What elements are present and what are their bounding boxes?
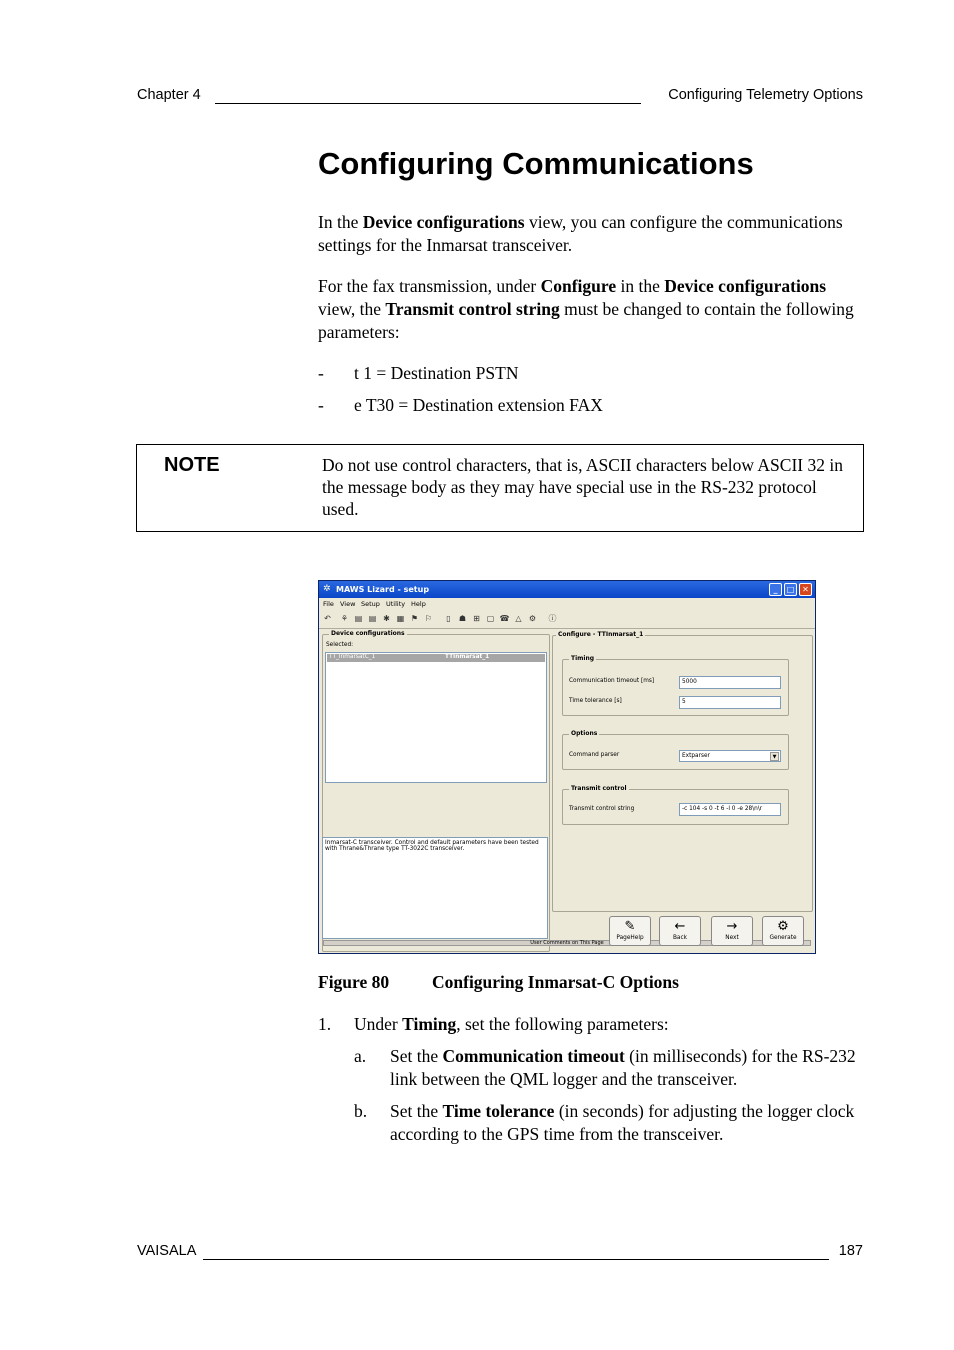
alarm-icon[interactable]: △ <box>515 614 522 623</box>
window-titlebar <box>319 581 815 598</box>
phone-icon[interactable]: ☎ <box>499 614 510 623</box>
menu-view[interactable]: View <box>340 600 356 608</box>
intro-paragraph: In the Device configurations view, you can configure the communications settings for the Inmarsat transceiver. <box>318 212 843 255</box>
note-box <box>136 444 864 532</box>
menu-bar <box>319 598 815 609</box>
close-button[interactable]: ✕ <box>799 583 812 596</box>
gear-icon: ⚙ <box>777 919 789 934</box>
document-icon[interactable]: ▢ <box>486 614 495 623</box>
arrow-left-icon: ← <box>674 919 686 934</box>
device-list[interactable] <box>325 652 547 783</box>
maws-lizard-window <box>318 580 816 954</box>
comm-timeout-label: Communication timeout [ms] <box>569 678 655 684</box>
page-number: 187 <box>838 1243 863 1259</box>
menu-setup[interactable]: Setup <box>361 600 380 608</box>
fax-paragraph: For the fax transmission, under Configure in the Device configurations view, the Transmit control string must be changed to contain the following parameters: <box>318 276 854 342</box>
minimize-button[interactable]: _ <box>769 583 782 596</box>
battery-icon[interactable]: ▯ <box>446 614 451 623</box>
next-button[interactable]: → Next <box>711 916 753 946</box>
generate-button[interactable]: ⚙ Generate <box>762 916 804 946</box>
note-text: Do not use control characters, that is, ASCII characters below ASCII 32 in the message body as they may have special use in the RS-232 protocol used. <box>322 455 843 519</box>
dec2-icon[interactable]: ▤ <box>368 614 377 623</box>
transmit-string-label: Transmit control string <box>569 806 635 812</box>
transmit-string-input[interactable]: -c 104 -s 0 -t 6 -l 0 -e 28\n\r <box>679 803 781 816</box>
maximize-button[interactable]: □ <box>784 583 797 596</box>
help-icon: ✎ <box>624 919 636 934</box>
app-icon: ✲ <box>323 584 331 594</box>
tree-icon[interactable]: ⚘ <box>340 614 349 623</box>
footer-company: VAISALA <box>137 1243 197 1259</box>
time-tolerance-input[interactable]: 5 <box>679 696 781 709</box>
header-rule <box>215 103 641 104</box>
info-icon[interactable]: ⓘ <box>548 614 557 623</box>
device-configurations-heading: Device configurations <box>331 630 405 637</box>
pagehelp-button[interactable]: ✎ PageHelp <box>609 916 651 946</box>
header-section: Configuring Telemetry Options <box>668 87 863 103</box>
selected-label: Selected: <box>326 642 354 648</box>
cable-icon[interactable]: ⊞ <box>473 614 480 623</box>
arrow-right-icon: → <box>726 919 738 934</box>
logger-icon[interactable]: ▦ <box>396 614 405 623</box>
page-header <box>137 87 863 107</box>
note-label: NOTE <box>164 454 220 476</box>
transmit-control-heading: Transmit control <box>571 785 627 792</box>
timing-heading: Timing <box>571 655 595 662</box>
modules-icon[interactable]: ☗ <box>458 614 467 623</box>
undo-icon[interactable]: ↶ <box>324 614 331 623</box>
dec-icon[interactable]: ▤ <box>354 614 363 623</box>
list-item[interactable]: TT_InmarsatC_1 TTInmarsat_1 <box>327 654 545 662</box>
chevron-down-icon[interactable]: ▼ <box>770 752 779 761</box>
page-footer <box>137 1243 863 1263</box>
command-parser-select[interactable]: Extparser ▼ <box>679 750 781 762</box>
settings-icon[interactable]: ⚙ <box>528 614 537 623</box>
window-title: MAWS Lizard - setup <box>336 585 430 594</box>
menu-file[interactable]: File <box>323 600 334 608</box>
sensor-icon[interactable]: ✱ <box>383 614 390 623</box>
page-title: Configuring Communications <box>318 146 754 181</box>
back-button[interactable]: ← Back <box>659 916 701 946</box>
wind-icon[interactable]: ⚑ <box>410 614 419 623</box>
comm-timeout-input[interactable]: 5000 <box>679 676 781 689</box>
description-box: Inmarsat-C transceiver. Control and default parameters have been tested with Thrane&Thrane type TT-3022C transceiver. <box>322 837 548 939</box>
menu-utility[interactable]: Utility <box>386 600 406 608</box>
menu-help[interactable]: Help <box>411 600 426 608</box>
mast-icon[interactable]: ⚐ <box>424 614 433 623</box>
header-chapter: Chapter 4 <box>137 87 201 103</box>
comments-bar[interactable]: User Comments on This Page <box>323 940 811 946</box>
command-parser-label: Command parser <box>569 752 620 758</box>
toolbar <box>319 610 815 629</box>
time-tolerance-label: Time tolerance [s] <box>569 698 622 704</box>
configure-heading: Configure - TTInmarsat_1 <box>558 631 644 638</box>
footer-rule <box>203 1259 829 1260</box>
options-heading: Options <box>571 730 598 737</box>
